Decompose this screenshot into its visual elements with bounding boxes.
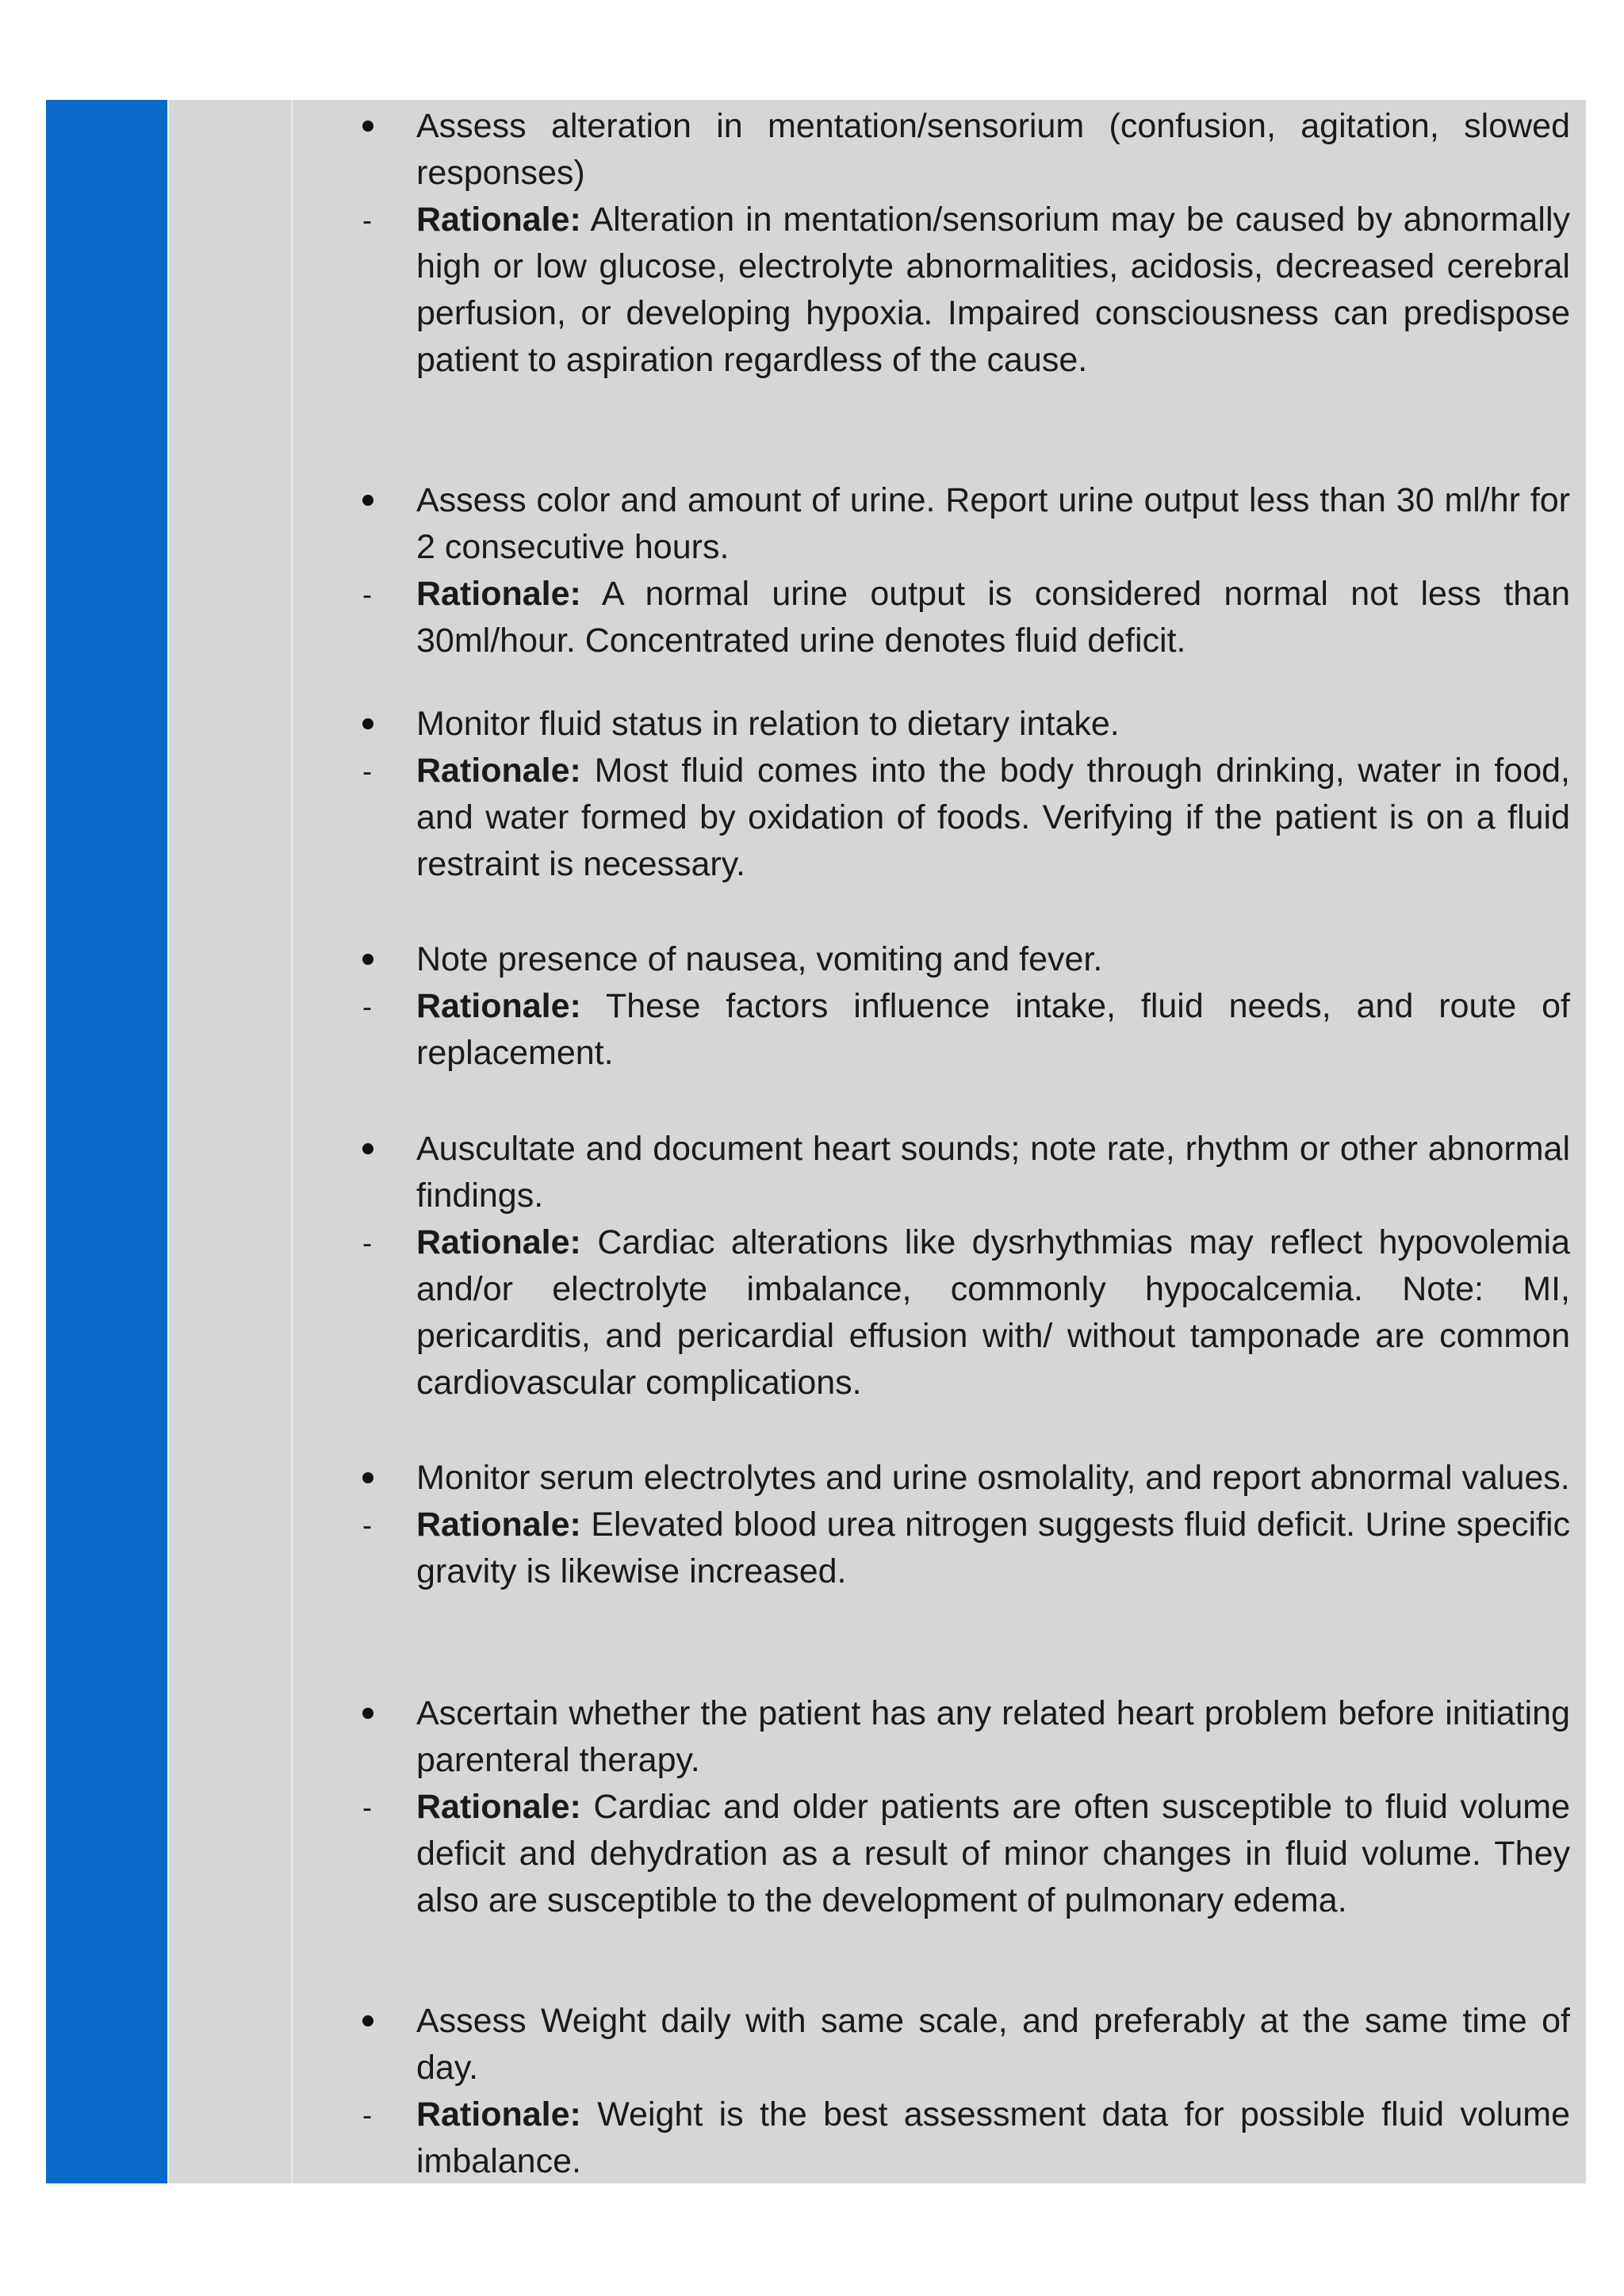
action-item bbox=[293, 1126, 1586, 1219]
bullet-icon bbox=[362, 936, 394, 983]
rationale-text: Cardiac and older patients are often susceptible to fluid volume deficit and dehydration as a result of minor changes in fluid volume. They also are susceptible to the development of pulmonary edema. bbox=[416, 1788, 1570, 1919]
action-item bbox=[293, 936, 1586, 983]
rationale-label: Rationale: bbox=[416, 752, 581, 790]
bullet-icon bbox=[362, 1690, 394, 1737]
intervention-entry bbox=[293, 103, 1586, 384]
dash-icon: - bbox=[362, 578, 372, 610]
rationale-text: Cardiac alterations like dysrhythmias may reflect hypovolemia and/or electrolyte imbalance, commonly hypocalcemia. Note: MI, pericarditis, and pericardial effusion with/ without tamponade are common cardiovascular complications. bbox=[416, 1223, 1570, 1402]
rationale-text: Weight is the best assessment data for possible fluid volume imbalance. bbox=[416, 2095, 1570, 2180]
action-text: Ascertain whether the patient has any related heart problem before initiating parenteral therapy. bbox=[416, 1694, 1570, 1779]
rationale-item bbox=[293, 1219, 1586, 1406]
intervention-entry bbox=[293, 1690, 1586, 1924]
bullet-icon bbox=[362, 1998, 394, 2045]
bullet-icon bbox=[362, 1126, 394, 1173]
rationale-text: A normal urine output is considered normal not less than 30ml/hour. Concentrated urine denotes fluid deficit. bbox=[416, 575, 1571, 660]
intervention-entry bbox=[293, 1455, 1586, 1595]
rationale-label: Rationale: bbox=[416, 201, 581, 239]
rationale-item bbox=[293, 983, 1586, 1077]
dash-icon: - bbox=[362, 204, 372, 236]
interventions-column bbox=[293, 100, 1586, 2183]
intervention-entry bbox=[293, 701, 1586, 888]
rationale-label: Rationale: bbox=[416, 1506, 581, 1544]
dash-icon: - bbox=[362, 1791, 372, 1823]
action-item bbox=[293, 1690, 1586, 1784]
rationale-item bbox=[293, 1784, 1586, 1924]
intervention-entry bbox=[293, 1126, 1586, 1406]
action-item bbox=[293, 477, 1586, 571]
rationale-label: Rationale: bbox=[416, 2095, 581, 2133]
action-text: Note presence of nausea, vomiting and fever. bbox=[416, 940, 1103, 978]
action-item bbox=[293, 701, 1586, 748]
bullet-icon bbox=[362, 701, 394, 748]
rationale-item bbox=[293, 197, 1586, 384]
action-text: Monitor fluid status in relation to dietary intake. bbox=[416, 705, 1120, 743]
action-item bbox=[293, 1455, 1586, 1502]
rationale-label: Rationale: bbox=[416, 575, 581, 613]
intervention-entry bbox=[293, 477, 1586, 664]
accent-column bbox=[46, 100, 167, 2183]
action-item bbox=[293, 103, 1586, 197]
rationale-text: These factors influence intake, fluid needs, and route of replacement. bbox=[416, 987, 1571, 1072]
rationale-item bbox=[293, 571, 1586, 664]
action-text: Assess color and amount of urine. Report urine output less than 30 ml/hr for 2 consecutive hours. bbox=[416, 481, 1570, 566]
intervention-entry bbox=[293, 936, 1586, 1077]
rationale-text: Elevated blood urea nitrogen suggests fluid deficit. Urine specific gravity is likewise increased. bbox=[416, 1506, 1570, 1590]
bullet-icon bbox=[362, 103, 394, 150]
intervention-entry bbox=[293, 1998, 1586, 2185]
dash-icon: - bbox=[362, 755, 372, 787]
rationale-label: Rationale: bbox=[416, 987, 581, 1025]
action-text: Auscultate and document heart sounds; note rate, rhythm or other abnormal findings. bbox=[416, 1130, 1570, 1215]
rationale-item bbox=[293, 2091, 1586, 2185]
rationale-text: Alteration in mentation/sensorium may be caused by abnormally high or low glucose, electrolyte abnormalities, acidosis, decreased cerebral perfusion, or developing hypoxia. Impaired consciousness can predispose patient to aspiration regardless of the cause. bbox=[416, 201, 1571, 379]
empty-column bbox=[167, 100, 293, 2183]
bullet-icon bbox=[362, 477, 394, 524]
action-text: Assess Weight daily with same scale, and preferably at the same time of day. bbox=[416, 2002, 1570, 2087]
dash-icon: - bbox=[362, 1509, 372, 1541]
rationale-item bbox=[293, 748, 1586, 888]
action-text: Monitor serum electrolytes and urine osmolality, and report abnormal values. bbox=[416, 1459, 1570, 1497]
rationale-label: Rationale: bbox=[416, 1223, 581, 1261]
dash-icon: - bbox=[362, 990, 372, 1023]
action-item bbox=[293, 1998, 1586, 2091]
rationale-label: Rationale: bbox=[416, 1788, 581, 1826]
care-plan-table bbox=[46, 100, 1586, 2183]
action-text: Assess alteration in mentation/sensorium (confusion, agitation, slowed responses) bbox=[416, 107, 1570, 192]
rationale-text: Most fluid comes into the body through drinking, water in food, and water formed by oxidation of foods. Verifying if the patient is on a fluid restraint is necessary. bbox=[416, 752, 1571, 883]
dash-icon: - bbox=[362, 2099, 372, 2131]
dash-icon: - bbox=[362, 1226, 372, 1259]
bullet-icon bbox=[362, 1455, 394, 1502]
rationale-item bbox=[293, 1502, 1586, 1595]
